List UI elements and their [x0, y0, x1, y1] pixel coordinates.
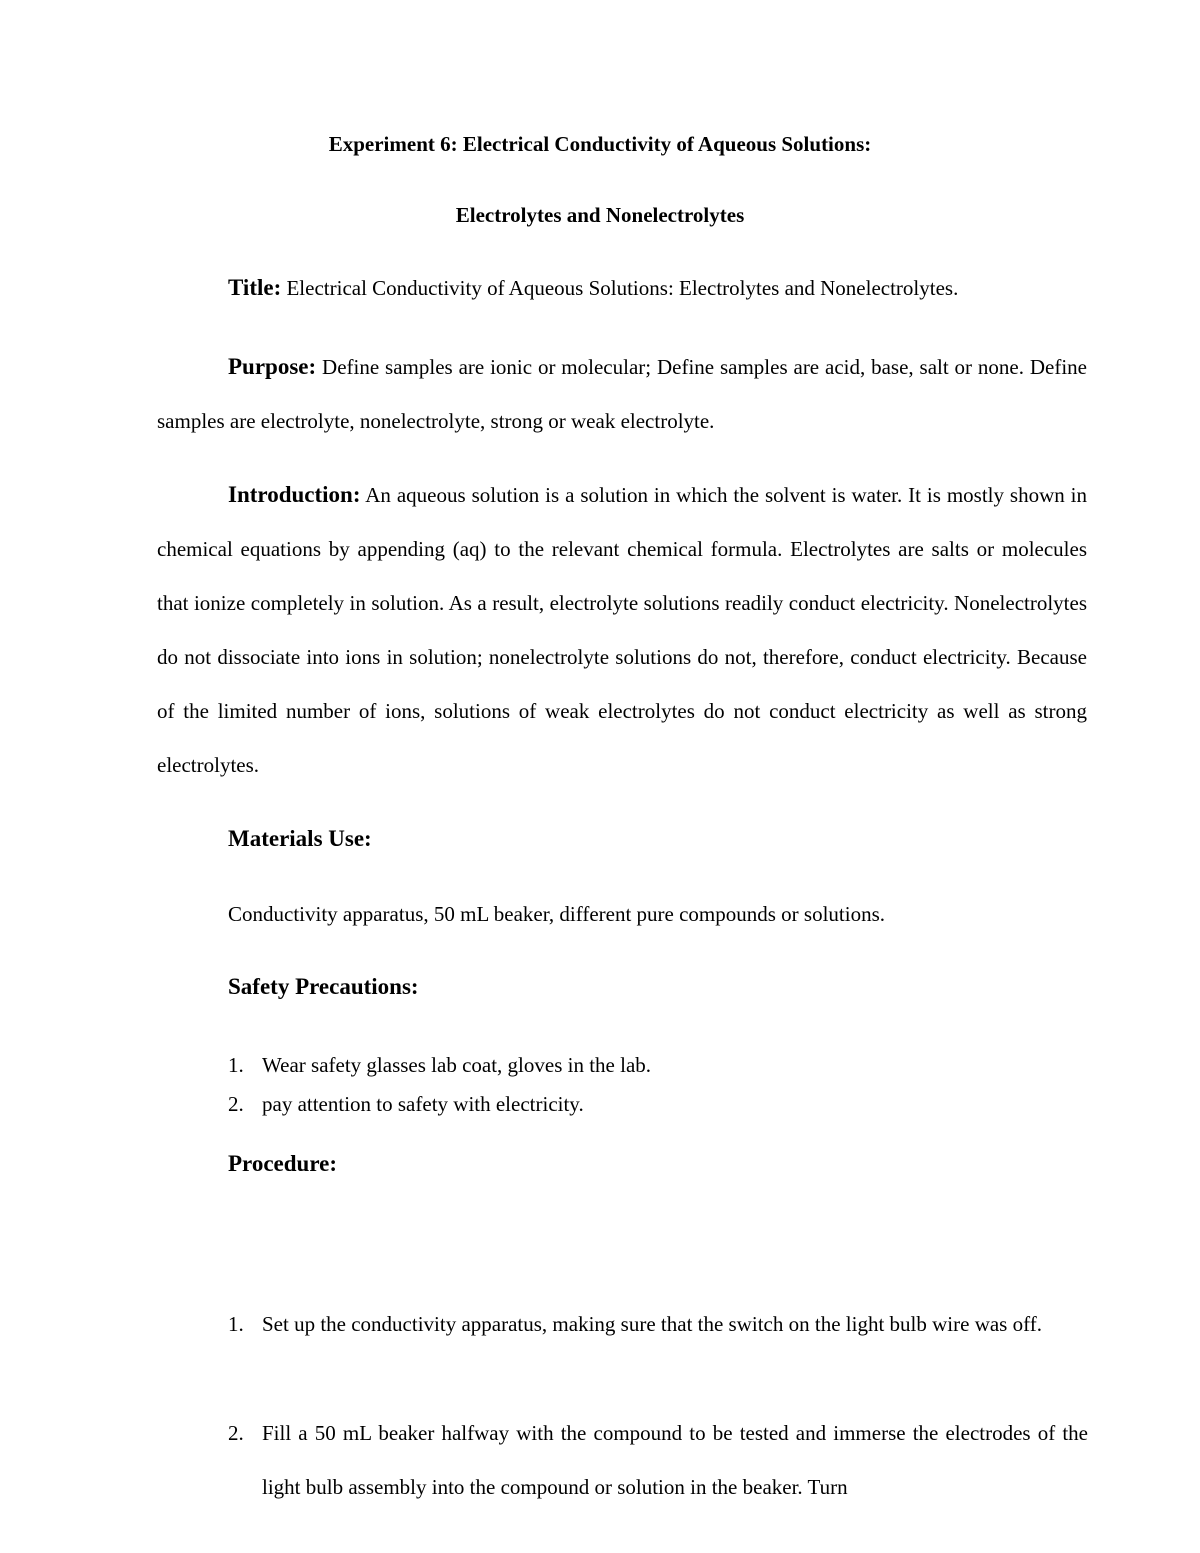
list-number: 1. — [228, 1312, 244, 1336]
list-number: 2. — [228, 1092, 244, 1116]
list-text: pay attention to safety with electricity. — [262, 1092, 584, 1116]
purpose-label: Purpose: — [228, 354, 317, 379]
introduction-label: Introduction: — [228, 482, 361, 507]
materials-text: Conductivity apparatus, 50 mL beaker, different pure compounds or solutions. — [228, 902, 886, 926]
procedure-list-item — [228, 1297, 1088, 1351]
introduction-text: An aqueous solution is a solution in which the solvent is water. It is mostly shown in chemical equations by appending (aq) to the relevant chemical formula. Electrolytes are salts or molecules that ionize completely in solution. As a result, electrolyte solutions readily conduct electricity. Nonelectrolytes do not dissociate into ions in solution; nonelectrolyte solutions do not, therefore, conduct electricity. Because of the limited number of ions, solutions of weak electrolytes do not conduct electricity as well as strong electrolytes. — [157, 483, 1088, 777]
safety-heading: Safety Precautions: — [228, 974, 419, 999]
list-text: Set up the conductivity apparatus, making sure that the switch on the light bulb wire was off. — [262, 1312, 1042, 1336]
list-text: Fill a 50 mL beaker halfway with the compound to be tested and immerse the electrodes of the light bulb assembly into the compound or solution in the beaker. Turn — [262, 1421, 1088, 1499]
materials-heading: Materials Use: — [228, 826, 372, 851]
document-title-line-2: Electrolytes and Nonelectrolytes — [455, 203, 745, 227]
procedure-list-item — [228, 1406, 1088, 1514]
list-number: 2. — [228, 1421, 244, 1445]
safety-list-item — [228, 1052, 1088, 1078]
document-title-line-1: Experiment 6: Electrical Conductivity of Aqueous Solutions: — [328, 132, 872, 156]
title-paragraph — [228, 275, 958, 301]
title-label: Title: — [228, 275, 282, 300]
purpose-paragraph — [157, 340, 1087, 448]
procedure-heading: Procedure: — [228, 1151, 338, 1176]
purpose-text: Define samples are ionic or molecular; Define samples are acid, base, salt or none. Define samples are electrolyte, nonelectrolyte, strong or weak electrolyte. — [157, 355, 1088, 433]
list-text: Wear safety glasses lab coat, gloves in the lab. — [262, 1053, 652, 1077]
title-text: Electrical Conductivity of Aqueous Solutions: Electrolytes and Nonelectrolytes. — [286, 276, 959, 300]
list-number: 1. — [228, 1053, 244, 1077]
safety-list-item — [228, 1091, 1088, 1117]
introduction-paragraph — [157, 468, 1087, 792]
